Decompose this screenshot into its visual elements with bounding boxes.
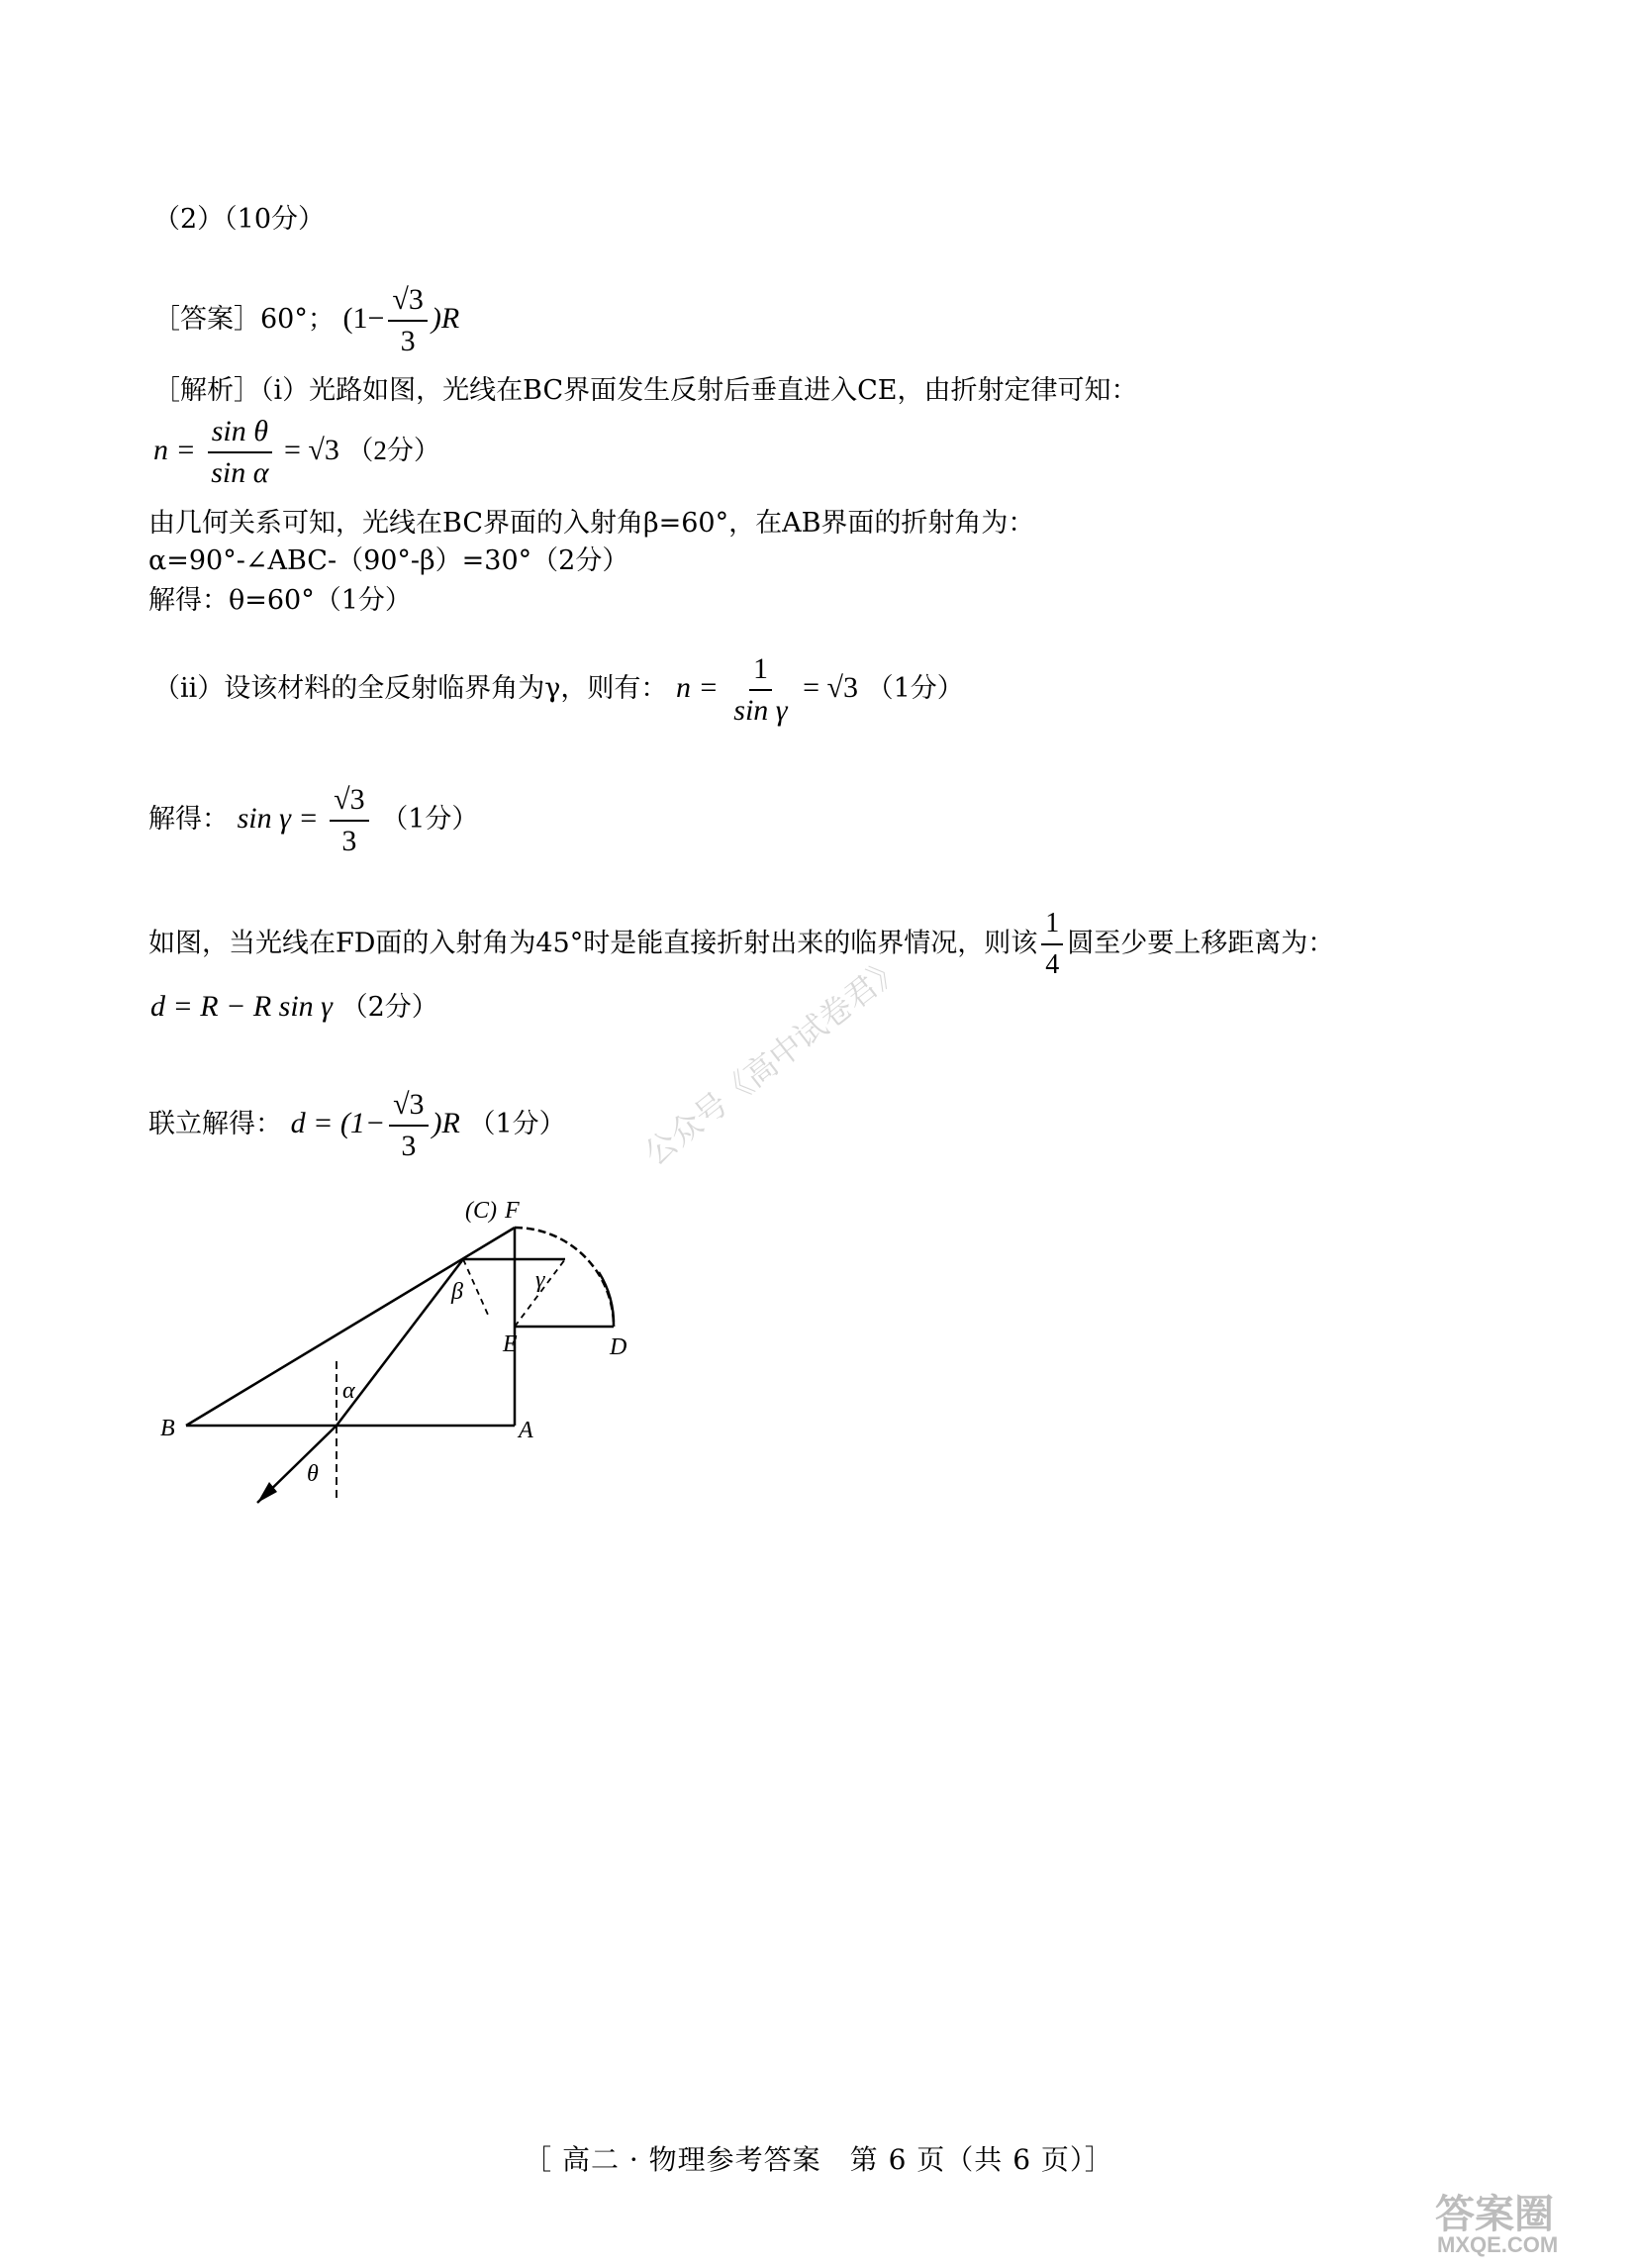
normal-bc [463, 1259, 488, 1315]
part2-eq-den: sin γ [733, 694, 788, 727]
final-line [148, 1087, 566, 1164]
fig-text-b: 圆至少要上移距离为： [1067, 928, 1335, 959]
quarter-den: 4 [1045, 949, 1060, 980]
quarter-num: 1 [1041, 906, 1063, 945]
answer-sqrt-num: 3 [408, 283, 424, 316]
eq1-num: sin θ [208, 414, 272, 453]
sin-gamma-line [148, 782, 478, 859]
solve-num: √3 [330, 782, 368, 822]
final-label: 联立解得： [148, 1108, 282, 1139]
corner-url: MXQE.COM [1437, 2232, 1559, 2257]
analysis-label: ［解析］（ⅰ） [153, 375, 310, 406]
critical-angle-line [153, 651, 964, 729]
label-a: A [519, 1418, 533, 1443]
label-f: F [505, 1198, 520, 1224]
solve-lhs: sin γ = [237, 801, 319, 835]
d-score: （2分） [340, 992, 438, 1023]
critical-case-line [148, 906, 1334, 983]
answer-label: ［答案］ [153, 303, 260, 335]
d-equation-line [150, 990, 438, 1025]
alpha-equation: α=90°-∠ABC-（90°-β）=30°（2分） [148, 545, 629, 576]
eq1-lhs: n = [153, 433, 196, 466]
label-e: E [503, 1331, 518, 1357]
answer-expr-suffix: )R [431, 301, 460, 335]
eq1-score: （2分） [346, 435, 440, 465]
part2-eq-score: （1分） [866, 672, 964, 704]
label-theta: θ [307, 1461, 319, 1487]
d-equation: d = R − R sin γ [150, 990, 333, 1023]
label-gamma: γ [535, 1267, 545, 1293]
quarter-arc-dashed [515, 1228, 614, 1327]
final-num: √3 [389, 1087, 428, 1127]
corner-logo: 答案圈 [1435, 2191, 1554, 2237]
answer-den: 3 [400, 325, 416, 357]
label-beta: β [451, 1279, 463, 1305]
part-header: （2）（10分） [153, 204, 326, 235]
label-b: B [160, 1416, 175, 1441]
final-score: （1分） [468, 1108, 566, 1139]
solve-den: 3 [341, 825, 357, 857]
label-d: D [610, 1334, 627, 1360]
geometry-text: 由几何关系可知，光线在BC界面的入射角β=60°，在AB界面的折射角为： [148, 508, 1035, 539]
solve-score: （1分） [381, 803, 479, 835]
part2-label: （ⅱ）设该材料的全反射临界角为γ，则有： [153, 672, 668, 704]
eq1-rhs: = √3 [284, 433, 339, 466]
refraction-equation [153, 414, 440, 491]
fig-text-a: 如图，当光线在FD面的入射角为45°时是能直接折射出来的临界情况，则该 [148, 928, 1038, 959]
part2-eq-rhs: = √3 [803, 670, 858, 704]
part2-eq-num: 1 [749, 651, 772, 691]
optics-diagram [148, 1188, 663, 1515]
eq1-den: sin α [211, 456, 269, 489]
final-rhs: )R [432, 1106, 460, 1139]
final-lhs: d = (1− [290, 1106, 386, 1139]
label-c: (C) [465, 1198, 497, 1224]
page-footer: ［ 高二 · 物理参考答案 第 6 页（共 6 页）］ [524, 2143, 1113, 2176]
analysis-intro [153, 374, 1138, 408]
solve-label: 解得： [148, 803, 229, 835]
label-alpha: α [342, 1378, 355, 1404]
answer-line: ［答案］60°； (1− $\frac{√3}{3}$ )R [153, 283, 460, 357]
answer-angle: 60°； [260, 303, 335, 335]
part2-eq-lhs: n = [676, 670, 719, 704]
watermark-text: 公众号《高中试卷君》 [636, 947, 911, 1173]
final-den: 3 [401, 1130, 417, 1162]
ray-inside [337, 1259, 463, 1426]
quarter-arc-solid [599, 1272, 614, 1327]
theta-equation: 解得：θ=60°（1分） [148, 585, 412, 616]
answer-expr-prefix: (1− [342, 301, 385, 335]
analysis-intro-text: 光路如图，光线在BC界面发生反射后垂直进入CE，由折射定律可知： [309, 375, 1138, 406]
